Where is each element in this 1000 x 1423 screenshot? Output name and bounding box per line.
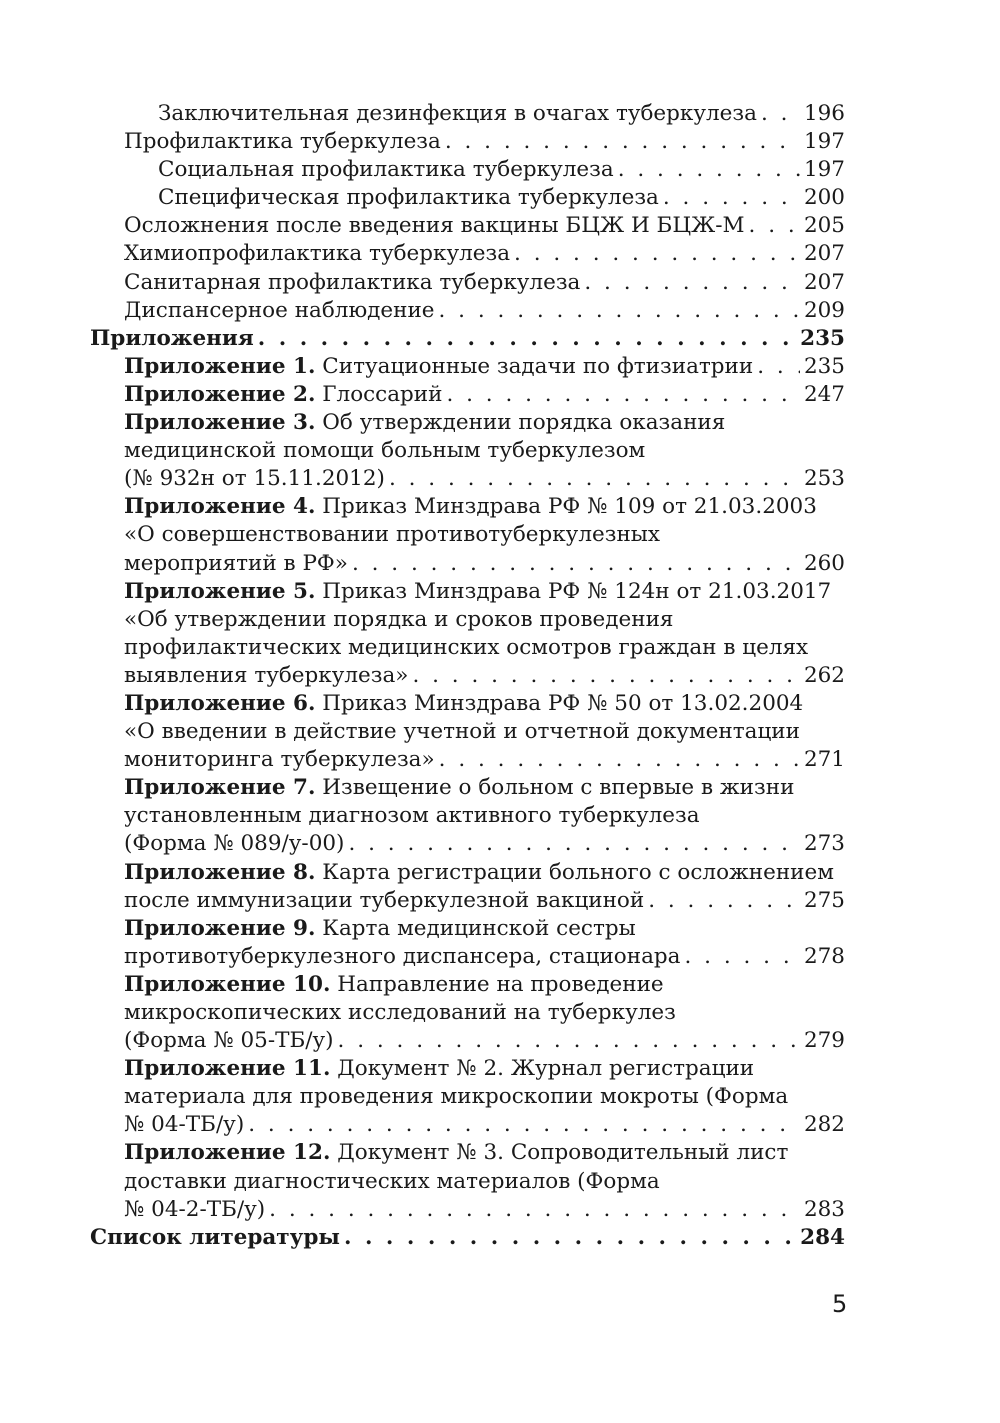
toc-entry[interactable] [90, 240, 845, 268]
toc-entry-title [124, 522, 660, 547]
toc-page-number: 283 [803, 1196, 845, 1222]
toc-page-number: 247 [803, 381, 845, 407]
toc-entry-title [124, 803, 700, 828]
toc-entry-last-line [124, 212, 845, 240]
toc-entry-text: Извещение о больном с впервые в жизни [315, 775, 795, 801]
toc-entry-text: после иммунизации туберкулезной вакциной [124, 887, 645, 913]
toc-entry-line [124, 802, 845, 830]
toc-entry[interactable] [90, 100, 845, 128]
toc-entry-last-line [124, 128, 845, 156]
toc-page-number: 260 [803, 550, 845, 576]
toc-entry-title [124, 860, 834, 885]
toc-entry-line [124, 1083, 845, 1111]
toc-entry[interactable] [90, 381, 845, 409]
toc-entry-text: Специфическая профилактика туберкулеза [158, 185, 659, 211]
toc-entry-title [124, 1084, 788, 1109]
toc-entry-line [124, 1139, 845, 1167]
toc-entry-title [124, 550, 348, 578]
toc-entry[interactable] [90, 128, 845, 156]
toc-entry-title [158, 100, 757, 128]
toc-page-number: 197 [803, 129, 845, 155]
appendix-label: Приложение 5. [124, 578, 316, 604]
toc-entry-title [124, 1196, 265, 1224]
toc-entry-title [124, 494, 817, 519]
toc-entry-line [124, 774, 845, 802]
toc-page-number: 209 [803, 297, 845, 323]
dot-leader [352, 550, 800, 578]
dot-leader [439, 746, 800, 774]
toc-page-number: 253 [803, 466, 845, 492]
toc-entry-line [124, 493, 845, 521]
toc-page-number: 275 [803, 887, 845, 913]
toc-entry-text: Карта медицинской сестры [315, 915, 636, 941]
dot-leader [663, 184, 800, 212]
toc-entry-title [124, 691, 803, 716]
toc-entry-text: Список литературы [90, 1224, 340, 1250]
toc-entry-line [124, 409, 845, 437]
appendix-label: Приложение 11. [124, 1056, 331, 1082]
toc-entry[interactable] [90, 1224, 845, 1252]
toc-page-number: 197 [803, 157, 845, 183]
toc-entry-text: (Форма № 05-ТБ/у) [124, 1028, 334, 1054]
toc-entry-title [124, 1000, 676, 1025]
toc-entry-text: Карта регистрации больного с осложнением [315, 859, 834, 885]
toc-entry-title [90, 325, 254, 353]
toc-entry-last-line [124, 943, 845, 971]
toc-entry-text: Глоссарий [315, 381, 443, 407]
toc-entry-last-line [124, 746, 845, 774]
toc-entry-last-line [124, 465, 845, 493]
appendix-label: Приложение 12. [124, 1140, 331, 1166]
toc-entry-text: «О введении в действие учетной и отчетной документации [124, 719, 800, 745]
toc-entry-text: медицинской помощи больным туберкулезом [124, 438, 646, 464]
toc-entry[interactable] [90, 690, 845, 774]
toc-entry[interactable] [90, 915, 845, 971]
toc-entry-text: Приказ Минздрава РФ № 124н от 21.03.2017 [315, 578, 832, 604]
toc-page-number: 205 [803, 213, 845, 239]
toc-entry-last-line [124, 550, 845, 578]
toc-entry-text: выявления туберкулеза» [124, 662, 409, 688]
toc-entry[interactable] [90, 1055, 845, 1139]
toc-entry-last-line [158, 156, 845, 184]
toc-page-number: 207 [803, 241, 845, 267]
toc-entry-line [124, 437, 845, 465]
toc-entry-text: Диспансерное наблюдение [124, 297, 435, 323]
toc-entry-last-line [124, 381, 845, 409]
toc-entry[interactable] [90, 297, 845, 325]
dot-leader [749, 212, 800, 240]
toc-entry-title [124, 719, 800, 744]
toc-page-number: 207 [803, 269, 845, 295]
toc-page-number: 196 [803, 101, 845, 126]
toc-entry-title [124, 972, 664, 997]
toc-entry[interactable] [90, 269, 845, 297]
toc-entry-title [124, 943, 680, 971]
toc-entry-line [124, 606, 845, 634]
toc-entry-title [124, 353, 753, 381]
toc-entry[interactable] [90, 493, 845, 577]
toc-entry[interactable] [90, 578, 845, 690]
toc-entry-title [124, 212, 745, 240]
toc-entry-title [124, 128, 441, 156]
toc-entry[interactable] [90, 774, 845, 858]
toc-entry-text: Об утверждении порядка оказания [315, 410, 726, 436]
dot-leader [761, 100, 800, 128]
toc-entry-last-line [124, 297, 845, 325]
toc-entry-title [124, 662, 408, 690]
toc-entry-title [124, 1169, 660, 1194]
toc-entry-last-line [124, 353, 845, 381]
toc-entry-text: Приложения [90, 325, 254, 351]
toc-entry-title [124, 381, 442, 409]
toc-entry-text: установленным диагнозом активного туберкулеза [124, 803, 700, 829]
toc-entry-title [124, 830, 344, 858]
toc-entry-last-line [124, 269, 845, 297]
appendix-label: Приложение 2. [124, 381, 316, 407]
toc-entry-text: (Форма № 089/у-00) [124, 831, 345, 857]
dot-leader [412, 662, 799, 690]
toc-entry-last-line [124, 1027, 845, 1055]
toc-entry-title [124, 465, 385, 493]
toc-entry-last-line [90, 325, 845, 353]
toc-page-number: 284 [800, 1224, 845, 1250]
page-number: 5 [832, 1290, 848, 1318]
toc-entry-title [124, 887, 644, 915]
toc-entry[interactable] [90, 325, 845, 353]
toc-entry-title [124, 1027, 334, 1055]
toc-entry-text: микроскопических исследований на туберкулез [124, 1000, 676, 1025]
toc-entry-line [124, 859, 845, 887]
toc-entry-line [124, 915, 845, 943]
toc-page-number: 235 [803, 353, 845, 379]
appendix-label: Приложение 8. [124, 859, 316, 885]
toc-entry-last-line [158, 184, 845, 212]
toc-entry-last-line [124, 1196, 845, 1224]
toc-entry-text: Заключительная дезинфекция в очагах туберкулеза [158, 101, 757, 126]
toc-entry-line [124, 718, 845, 746]
appendix-label: Приложение 6. [124, 690, 316, 716]
toc-entry-last-line [124, 1111, 845, 1139]
toc-entry-text: доставки диагностических материалов (Форма [124, 1168, 660, 1194]
toc-page-number: 278 [803, 943, 845, 969]
toc-entry-line [124, 1168, 845, 1196]
toc-entry-text: Химиопрофилактика туберкулеза [124, 241, 511, 267]
toc-entry-title [124, 607, 673, 632]
toc-entry-title [124, 916, 636, 941]
toc-entry-text: мероприятий в РФ» [124, 550, 348, 576]
toc-page-number: 273 [803, 831, 845, 857]
toc-entry-text: профилактических медицинских осмотров граждан в целях [124, 634, 809, 660]
toc-entry-text: № 04-ТБ/у) [124, 1112, 245, 1138]
toc-entry-text: Осложнения после введения вакцины БЦЖ И БЦЖ-М [124, 213, 745, 239]
toc-entry-line [124, 1055, 845, 1083]
dot-leader [446, 381, 799, 409]
toc-entry-title [124, 410, 725, 435]
toc-entry-title [90, 1224, 340, 1252]
toc-entry-line [124, 971, 845, 999]
toc-entry[interactable] [90, 971, 845, 1055]
toc-entry-text: Приказ Минздрава РФ № 50 от 13.02.2004 [315, 690, 804, 716]
toc-entry-title [124, 438, 645, 463]
toc-entry-text: «О совершенствовании противотуберкулезных [124, 522, 661, 548]
toc-entry-title [158, 156, 614, 184]
toc-entry-title [158, 184, 659, 212]
dot-leader [248, 1111, 800, 1139]
toc-entry[interactable] [90, 212, 845, 240]
dot-leader [514, 240, 800, 268]
toc-entry-text: № 04-2-ТБ/у) [124, 1196, 266, 1222]
toc-entry-title [124, 269, 580, 297]
dot-leader [389, 465, 800, 493]
appendix-label: Приложение 3. [124, 410, 316, 436]
appendix-label: Приложение 7. [124, 775, 316, 801]
toc-entry[interactable] [90, 409, 845, 493]
toc-entry-title [124, 635, 808, 660]
toc-entry-title [124, 579, 831, 604]
toc-entry-line [124, 634, 845, 662]
toc-page-number: 279 [803, 1028, 845, 1054]
toc-entry-text: противотуберкулезного диспансера, стационара [124, 943, 681, 969]
toc-page-number: 235 [800, 325, 845, 351]
dot-leader [439, 297, 800, 325]
table-of-contents [90, 100, 845, 1252]
toc-entry-title [124, 240, 510, 268]
toc-entry-text: Документ № 3. Сопроводительный лист [330, 1140, 789, 1166]
toc-entry-text: Социальная профилактика туберкулеза [158, 157, 614, 183]
toc-entry-text: материала для проведения микроскопии мокроты (Форма [124, 1084, 789, 1110]
toc-entry-text: (№ 932н от 15.11.2012) [124, 466, 385, 492]
dot-leader [684, 943, 799, 971]
toc-entry-last-line [90, 1224, 845, 1252]
toc-entry-text: Профилактика туберкулеза [124, 129, 441, 155]
toc-entry-last-line [124, 830, 845, 858]
toc-entry-text: мониторинга туберкулеза» [124, 747, 435, 773]
toc-entry-last-line [124, 887, 845, 915]
toc-entry-text: «Об утверждении порядка и сроков проведения [124, 606, 674, 632]
toc-page-number: 282 [803, 1112, 845, 1138]
toc-entry-title [124, 1140, 788, 1165]
dot-leader [618, 156, 800, 184]
dot-leader [269, 1196, 800, 1224]
dot-leader [648, 887, 800, 915]
dot-leader [348, 830, 800, 858]
toc-entry[interactable] [90, 156, 845, 184]
toc-entry-title [124, 1056, 754, 1081]
toc-entry[interactable] [90, 859, 845, 915]
appendix-label: Приложение 4. [124, 494, 316, 520]
toc-page-number: 200 [803, 185, 845, 211]
toc-entry-line [124, 578, 845, 606]
toc-entry-title [124, 1111, 244, 1139]
toc-entry-title [124, 297, 435, 325]
appendix-label: Приложение 10. [124, 971, 331, 997]
dot-leader [344, 1224, 796, 1252]
toc-entry-title [124, 746, 435, 774]
toc-entry[interactable] [90, 353, 845, 381]
toc-entry-last-line [158, 100, 845, 128]
toc-entry-last-line [124, 240, 845, 268]
toc-entry-text: Приказ Минздрава РФ № 109 от 21.03.2003 [315, 494, 817, 520]
toc-entry-line [124, 521, 845, 549]
toc-entry-line [124, 690, 845, 718]
appendix-label: Приложение 1. [124, 353, 316, 379]
toc-entry-title [124, 775, 794, 800]
dot-leader [584, 269, 800, 297]
toc-page-number: 262 [803, 662, 845, 688]
toc-entry-last-line [124, 662, 845, 690]
dot-leader [445, 128, 800, 156]
toc-entry-text: Ситуационные задачи по фтизиатрии [315, 353, 754, 379]
toc-page-number: 271 [803, 747, 845, 773]
toc-entry[interactable] [90, 184, 845, 212]
toc-entry-text: Направление на проведение [330, 971, 664, 997]
dot-leader [258, 325, 796, 353]
toc-entry[interactable] [90, 1139, 845, 1223]
toc-entry-text: Документ № 2. Журнал регистрации [330, 1056, 755, 1082]
toc-entry-text: Санитарная профилактика туберкулеза [124, 269, 581, 295]
appendix-label: Приложение 9. [124, 915, 316, 941]
dot-leader [757, 353, 800, 381]
dot-leader [338, 1027, 800, 1055]
toc-entry-line [124, 999, 845, 1027]
